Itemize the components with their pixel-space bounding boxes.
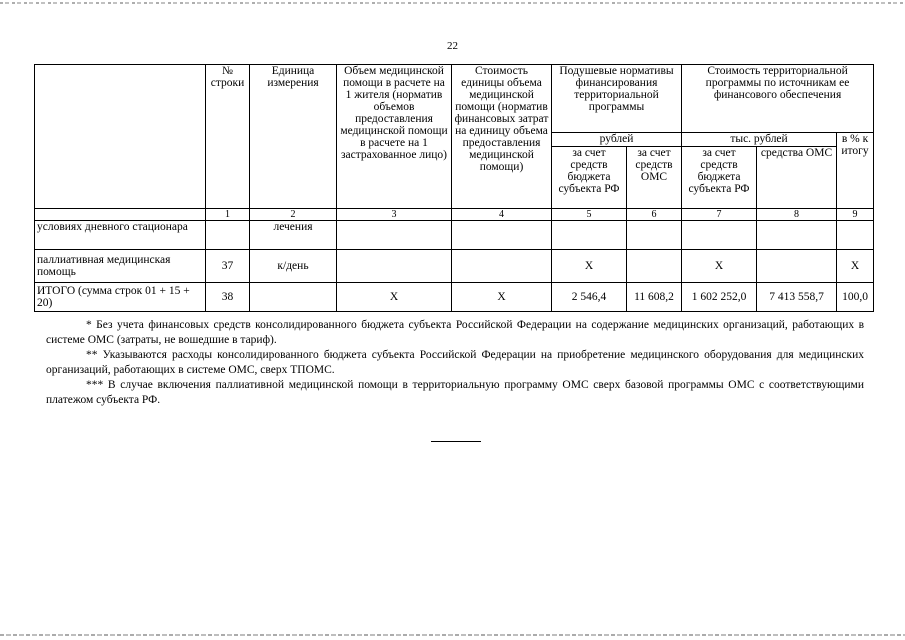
row-number: 37	[206, 250, 250, 283]
row-number	[206, 221, 250, 250]
column-number: 6	[627, 209, 682, 221]
end-separator-line	[431, 441, 481, 442]
column-number: 9	[837, 209, 874, 221]
header-budget-thousand: за счет средств бюджета субъекта РФ	[682, 147, 757, 209]
header-oms-rub: за счет средств ОМС	[627, 147, 682, 209]
column-number-blank	[35, 209, 206, 221]
row-oms-rub	[627, 250, 682, 283]
column-number: 3	[337, 209, 452, 221]
row-unit: к/день	[250, 250, 337, 283]
financing-table	[34, 64, 874, 312]
footnote-3: *** В случае включения паллиативной медицинской помощи в территориальную программу ОМС сверх базовой программы ОМС с соответствующими платежом субъекта РФ.	[46, 379, 864, 406]
header-budget-rub: за счет средств бюджета субъекта РФ	[552, 147, 627, 209]
row-budget-rub: 2 546,4	[552, 283, 627, 312]
header-oms-thousand: средства ОМС	[757, 147, 837, 209]
row-unit-cost	[452, 250, 552, 283]
row-oms-thousand	[757, 250, 837, 283]
header-blank-cell	[35, 65, 206, 209]
scan-edge-bottom	[0, 634, 905, 636]
column-number: 4	[452, 209, 552, 221]
header-row-1	[35, 65, 874, 133]
row-unit-cost	[452, 221, 552, 250]
header-unit-cost: Стоимость единицы объема медицинской помощи (норматив финансовых затрат на единицу объема предоставления медицинской помощи)	[452, 65, 552, 209]
column-number-row	[35, 209, 874, 221]
row-volume: Х	[337, 283, 452, 312]
row-volume	[337, 250, 452, 283]
row-name: паллиативная медицинская помощь	[35, 250, 206, 283]
table-row	[35, 221, 874, 250]
header-thousand-rubles: тыс. рублей	[682, 133, 837, 147]
header-rubles: рублей	[552, 133, 682, 147]
column-number: 7	[682, 209, 757, 221]
row-unit: лечения	[250, 221, 337, 250]
row-name: ИТОГО (сумма строк 01 + 15 + 20)	[35, 283, 206, 312]
row-number: 38	[206, 283, 250, 312]
row-budget-rub: Х	[552, 250, 627, 283]
row-oms-thousand: 7 413 558,7	[757, 283, 837, 312]
footnote-2: ** Указываются расходы консолидированного бюджета субъекта Российской Федерации на приобретение медицинского оборудования для медицинских организаций, работающих в системе ОМС, сверх ТПОМС.	[46, 349, 864, 376]
row-budget-thousand: 1 602 252,0	[682, 283, 757, 312]
column-number: 8	[757, 209, 837, 221]
row-unit-cost: Х	[452, 283, 552, 312]
footnotes	[46, 318, 864, 408]
footnote-1: * Без учета финансовых средств консолидированного бюджета субъекта Российской Федерации на содержание медицинских организаций, работающих в системе ОМС (затраты, не вошедшие в тариф).	[46, 319, 864, 346]
row-oms-rub: 11 608,2	[627, 283, 682, 312]
page-number: 22	[447, 40, 458, 52]
table-row	[35, 250, 874, 283]
column-number: 1	[206, 209, 250, 221]
row-name: условиях дневного стационара	[35, 221, 206, 250]
row-percent: 100,0	[837, 283, 874, 312]
row-percent: Х	[837, 250, 874, 283]
header-percent-total: в % к итогу	[837, 133, 874, 209]
table-row-total	[35, 283, 874, 312]
column-number: 5	[552, 209, 627, 221]
row-unit	[250, 283, 337, 312]
row-oms-thousand	[757, 221, 837, 250]
header-program-cost: Стоимость территориальной программы по источникам ее финансового обеспечения	[682, 65, 874, 133]
header-unit: Единица измерения	[250, 65, 337, 209]
header-row-number: № строки	[206, 65, 250, 209]
row-budget-thousand	[682, 221, 757, 250]
row-oms-rub	[627, 221, 682, 250]
row-budget-rub	[552, 221, 627, 250]
row-volume	[337, 221, 452, 250]
row-percent	[837, 221, 874, 250]
column-number: 2	[250, 209, 337, 221]
header-volume: Объем медицинской помощи в расчете на 1 жителя (норматив объемов предоставления медицинской помощи в расчете на 1 застрахованное лицо)	[337, 65, 452, 209]
header-per-capita: Подушевые нормативы финансирования территориальной программы	[552, 65, 682, 133]
scan-edge-top	[0, 2, 905, 4]
row-budget-thousand: Х	[682, 250, 757, 283]
